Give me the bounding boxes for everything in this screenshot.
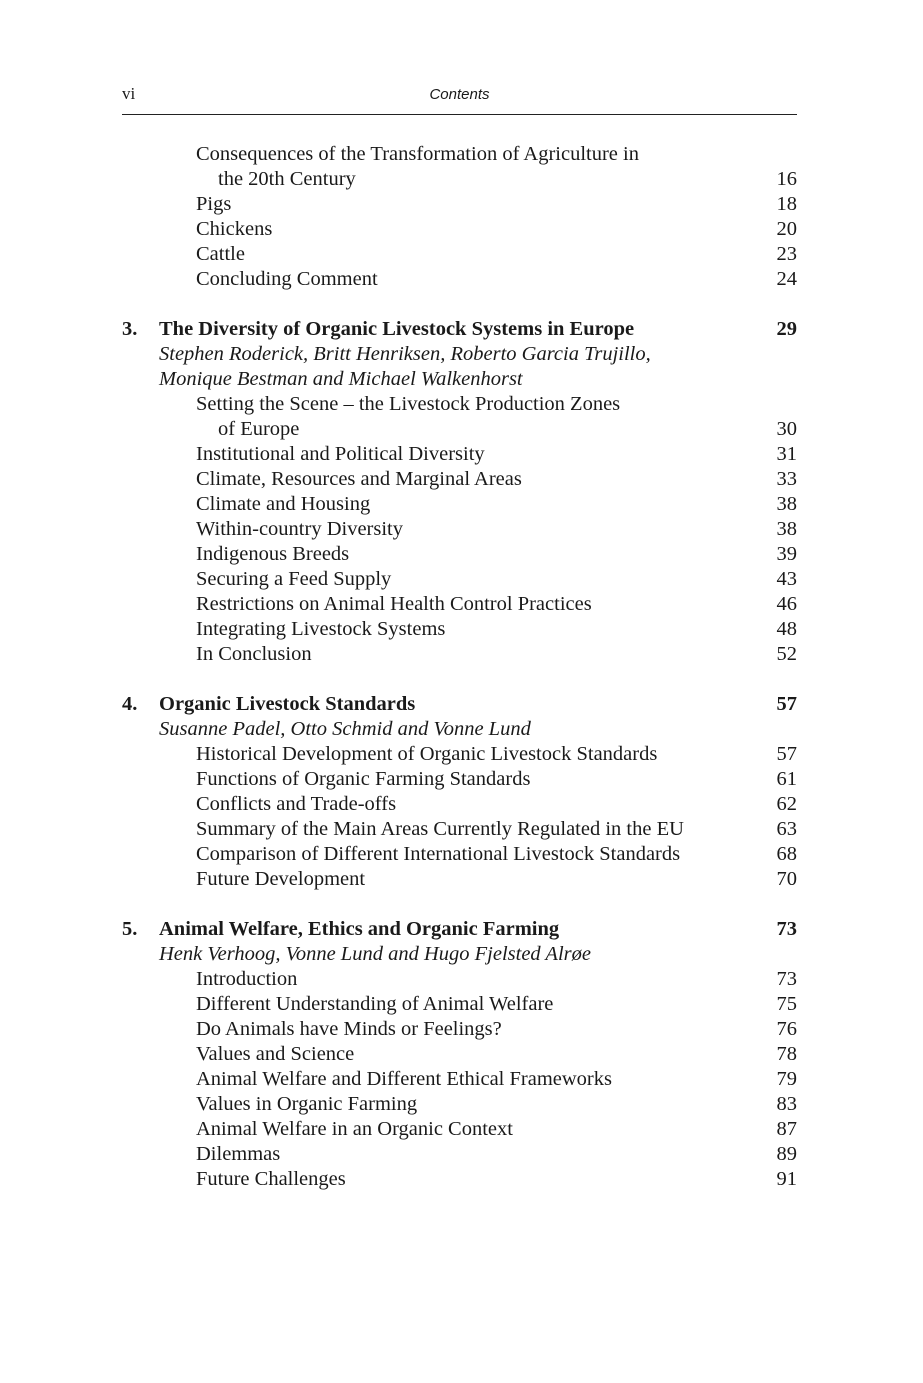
- entry-title: the 20th Century: [218, 168, 356, 190]
- entry-title: Functions of Organic Farming Standards: [196, 768, 531, 790]
- entry-page: 38: [776, 493, 797, 515]
- toc-entry: [122, 1017, 797, 1042]
- toc-entry: [122, 392, 797, 417]
- entry-title: Chickens: [196, 218, 273, 240]
- toc-entry: [122, 842, 797, 867]
- entry-title: Animal Welfare and Different Ethical Frameworks: [196, 1068, 612, 1090]
- entry-page: 33: [776, 468, 797, 490]
- entry-title: Indigenous Breeds: [196, 543, 350, 565]
- chapter-authors: [122, 717, 797, 742]
- entry-page: 63: [776, 818, 797, 840]
- entry-title: Values and Science: [196, 1043, 355, 1065]
- entry-page: 73: [776, 968, 797, 990]
- chapter-number: 4.: [122, 693, 138, 715]
- chapter-heading: [122, 917, 797, 942]
- entry-page: 83: [776, 1093, 797, 1115]
- chapter-page: 57: [776, 693, 797, 715]
- toc-entry-continuation: [122, 417, 797, 442]
- entry-title: Climate and Housing: [196, 493, 371, 515]
- chapter-title: Animal Welfare, Ethics and Organic Farming: [159, 918, 560, 940]
- entry-title: Historical Development of Organic Livestock Standards: [196, 743, 658, 765]
- toc-entry: [122, 767, 797, 792]
- entry-title: In Conclusion: [196, 643, 312, 665]
- entry-page: 23: [776, 243, 797, 265]
- toc-entry: [122, 1042, 797, 1067]
- entry-title: Cattle: [196, 243, 245, 265]
- running-title: Contents: [429, 86, 490, 103]
- entry-page: 52: [776, 643, 797, 665]
- chapter-title: Organic Livestock Standards: [159, 693, 416, 715]
- author-line: Henk Verhoog, Vonne Lund and Hugo Fjelsted Alrøe: [159, 943, 591, 965]
- entry-title: Securing a Feed Supply: [196, 568, 392, 590]
- entry-page: 39: [776, 543, 797, 565]
- entry-page: 61: [776, 768, 797, 790]
- toc-entry: [122, 542, 797, 567]
- toc-entry: [122, 567, 797, 592]
- page-header: [122, 84, 797, 108]
- entry-page: 38: [776, 518, 797, 540]
- entry-page: 48: [776, 618, 797, 640]
- chapter-page: 29: [776, 318, 797, 340]
- entry-page: 16: [776, 168, 797, 190]
- chapter-page: 73: [776, 918, 797, 940]
- toc-entry-continuation: [122, 167, 797, 192]
- entry-page: 62: [776, 793, 797, 815]
- toc-entry: [122, 142, 797, 167]
- toc-entry: [122, 192, 797, 217]
- entry-page: 46: [776, 593, 797, 615]
- entry-title: Animal Welfare in an Organic Context: [196, 1118, 513, 1140]
- entry-title: Conflicts and Trade-offs: [196, 793, 397, 815]
- chapter-title: The Diversity of Organic Livestock Systems in Europe: [159, 318, 635, 340]
- entry-title: Pigs: [196, 193, 232, 215]
- entry-page: 30: [776, 418, 797, 440]
- chapter-number: 3.: [122, 318, 138, 340]
- toc-entry: [122, 792, 797, 817]
- entry-page: 70: [776, 868, 797, 890]
- entry-page: 68: [776, 843, 797, 865]
- entry-page: 89: [776, 1143, 797, 1165]
- entry-page: 24: [776, 268, 797, 290]
- entry-title: Comparison of Different International Livestock Standards: [196, 843, 681, 865]
- entry-title: Concluding Comment: [196, 268, 378, 290]
- entry-page: 79: [776, 1068, 797, 1090]
- header-rule: [122, 114, 797, 115]
- entry-title: Dilemmas: [196, 1143, 281, 1165]
- toc-entry: [122, 992, 797, 1017]
- chapter-heading: [122, 692, 797, 717]
- chapter-authors: [122, 342, 797, 367]
- entry-title: Introduction: [196, 968, 298, 990]
- entry-page: 20: [776, 218, 797, 240]
- entry-page: 18: [776, 193, 797, 215]
- toc-entry: [122, 242, 797, 267]
- toc-entry: [122, 1167, 797, 1192]
- entry-page: 43: [776, 568, 797, 590]
- entry-title: Within-country Diversity: [196, 518, 403, 540]
- table-of-contents: [122, 142, 797, 1192]
- author-line: Stephen Roderick, Britt Henriksen, Roberto Garcia Trujillo,: [159, 343, 651, 365]
- toc-entry: [122, 517, 797, 542]
- entry-page: 31: [776, 443, 797, 465]
- toc-entry: [122, 1067, 797, 1092]
- toc-entry: [122, 967, 797, 992]
- entry-title: Summary of the Main Areas Currently Regulated in the EU: [196, 818, 684, 840]
- entry-page: 57: [776, 743, 797, 765]
- toc-entry: [122, 1092, 797, 1117]
- entry-page: 76: [776, 1018, 797, 1040]
- entry-page: 78: [776, 1043, 797, 1065]
- toc-entry: [122, 642, 797, 667]
- entry-page: 91: [776, 1168, 797, 1190]
- entry-title: Different Understanding of Animal Welfare: [196, 993, 554, 1015]
- entry-title: Institutional and Political Diversity: [196, 443, 485, 465]
- entry-title: of Europe: [218, 418, 300, 440]
- author-line: Susanne Padel, Otto Schmid and Vonne Lund: [159, 718, 531, 740]
- toc-entry: [122, 817, 797, 842]
- entry-title: Do Animals have Minds or Feelings?: [196, 1018, 502, 1040]
- entry-title: Values in Organic Farming: [196, 1093, 418, 1115]
- entry-title: Future Development: [196, 868, 366, 890]
- toc-entry: [122, 467, 797, 492]
- toc-entry: [122, 267, 797, 292]
- entry-title: Restrictions on Animal Health Control Practices: [196, 593, 592, 615]
- toc-entry: [122, 592, 797, 617]
- toc-entry: [122, 1117, 797, 1142]
- entry-title: Integrating Livestock Systems: [196, 618, 446, 640]
- entry-page: 75: [776, 993, 797, 1015]
- entry-title: Future Challenges: [196, 1168, 346, 1190]
- chapter-authors: [122, 367, 797, 392]
- toc-entry: [122, 742, 797, 767]
- toc-entry: [122, 217, 797, 242]
- page-number: vi: [122, 84, 136, 103]
- author-line: Monique Bestman and Michael Walkenhorst: [159, 368, 523, 390]
- toc-entry: [122, 867, 797, 892]
- entry-title: Setting the Scene – the Livestock Production Zones: [196, 393, 621, 415]
- chapter-number: 5.: [122, 918, 138, 940]
- toc-entry: [122, 492, 797, 517]
- entry-title: Climate, Resources and Marginal Areas: [196, 468, 522, 490]
- entry-page: 87: [776, 1118, 797, 1140]
- chapter-heading: [122, 317, 797, 342]
- toc-entry: [122, 617, 797, 642]
- chapter-authors: [122, 942, 797, 967]
- toc-entry: [122, 1142, 797, 1167]
- toc-entry: [122, 442, 797, 467]
- entry-title: Consequences of the Transformation of Agriculture in: [196, 143, 639, 165]
